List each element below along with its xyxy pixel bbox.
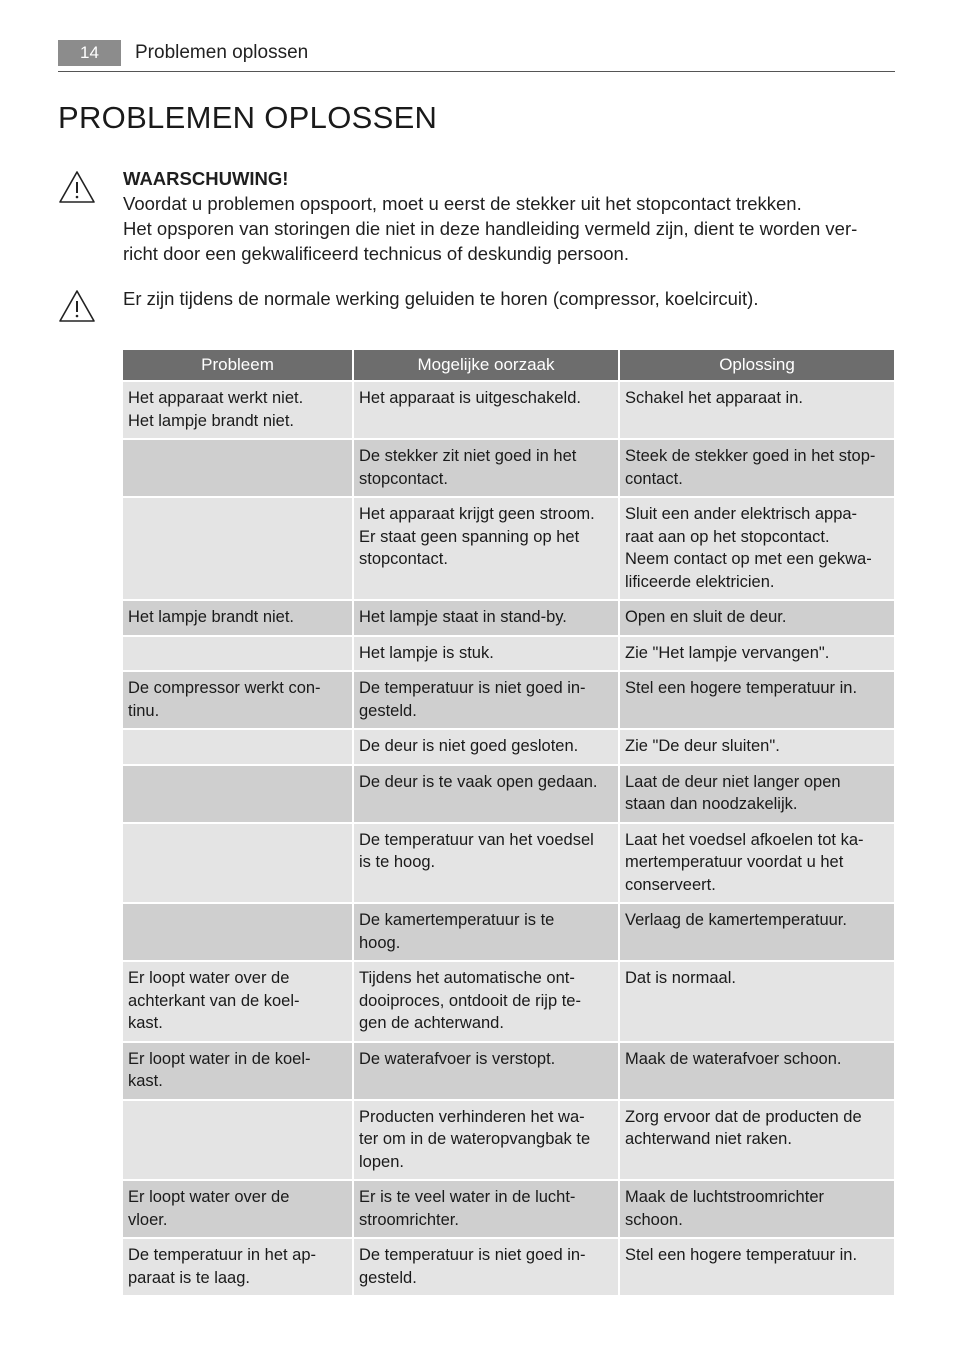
- cell-text-line: De temperatuur is niet goed in-: [359, 679, 586, 697]
- table-row: [123, 904, 894, 960]
- solution-cell: [620, 962, 894, 1041]
- cell-text-line: De deur is te vaak open gedaan.: [359, 772, 598, 791]
- cell-text-line: Schakel het apparaat in.: [625, 389, 803, 407]
- cell-text-line: Sluit een ander elektrisch appa-: [625, 505, 858, 523]
- solution-cell: [620, 824, 894, 903]
- cell-text-line: tinu.: [128, 701, 160, 720]
- cell-text-line: Er loopt water over de: [128, 969, 290, 987]
- page-number: 14: [58, 40, 121, 66]
- page-title: PROBLEMEN OPLOSSEN: [58, 100, 438, 135]
- solution-cell: [620, 730, 894, 764]
- problem-cell: [123, 730, 352, 764]
- cause-cell: [354, 637, 618, 671]
- problem-cell: [123, 672, 352, 728]
- cell-text-line: dooiproces, ontdooit de rijp te-: [359, 991, 581, 1010]
- cell-text-line: raat aan op het stopcontact.: [625, 527, 830, 546]
- cell-text-line: Zie "Het lampje vervangen".: [625, 643, 830, 662]
- table-row: [123, 637, 894, 671]
- cell-text-line: gen de achterwand.: [359, 1014, 504, 1032]
- cell-text-line: achterwand niet raken.: [625, 1130, 792, 1148]
- cause-cell: [354, 382, 618, 438]
- cause-cell: [354, 672, 618, 728]
- cell-text-line: vloer.: [128, 1210, 168, 1229]
- solution-cell: [620, 672, 894, 728]
- cell-text-line: Verlaag de kamertemperatuur.: [625, 911, 847, 929]
- warning-block: [123, 166, 893, 266]
- cell-text-line: staan dan noodzakelijk.: [625, 795, 798, 813]
- note-block: [123, 286, 893, 311]
- column-header: Probleem: [123, 350, 352, 380]
- warning-icon: [58, 170, 96, 204]
- problem-cell: [123, 637, 352, 671]
- cause-cell: [354, 1181, 618, 1237]
- troubleshooting-table: [121, 348, 896, 1297]
- cell-text-line: Er staat geen spanning op het: [359, 527, 580, 546]
- solution-cell: [620, 1239, 894, 1295]
- cell-text-line: gesteld.: [359, 701, 417, 720]
- cell-text-line: kast.: [128, 1014, 163, 1032]
- cell-text-line: is te hoog.: [359, 853, 436, 871]
- problem-cell: [123, 1239, 352, 1295]
- cell-text-line: Producten verhinderen het wa-: [359, 1107, 585, 1126]
- problem-cell: [123, 1181, 352, 1237]
- cell-text-line: Er is te veel water in de lucht-: [359, 1188, 576, 1206]
- cause-cell: [354, 601, 618, 635]
- cell-text-line: kast.: [128, 1072, 163, 1090]
- table-row: [123, 730, 894, 764]
- cell-text-line: conserveert.: [625, 875, 716, 894]
- note-text: Er zijn tijdens de normale werking geluiden te horen (compressor, koelcircuit).: [123, 288, 759, 309]
- table-row: [123, 672, 894, 728]
- cell-text-line: Er loopt water in de koel-: [128, 1049, 311, 1068]
- cell-text-line: Het apparaat werkt niet.: [128, 389, 304, 407]
- cell-text-line: De compressor werkt con-: [128, 679, 321, 697]
- cell-text-line: Maak de luchtstroomrichter: [625, 1188, 824, 1206]
- solution-cell: [620, 498, 894, 599]
- section-title: Problemen oplossen: [135, 42, 309, 63]
- table-row: [123, 382, 894, 438]
- solution-cell: [620, 766, 894, 822]
- column-header: Oplossing: [620, 350, 894, 380]
- cell-text-line: stopcontact.: [359, 550, 448, 568]
- cause-cell: [354, 730, 618, 764]
- cell-text-line: De temperatuur in het ap-: [128, 1246, 317, 1264]
- page-header: [58, 40, 895, 72]
- solution-cell: [620, 1043, 894, 1099]
- cause-cell: [354, 766, 618, 822]
- cell-text-line: lopen.: [359, 1152, 404, 1171]
- table-row: [123, 1239, 894, 1295]
- cell-text-line: Er loopt water over de: [128, 1188, 290, 1206]
- cell-text-line: achterkant van de koel-: [128, 991, 300, 1010]
- cell-text-line: De waterafvoer is verstopt.: [359, 1049, 556, 1068]
- cell-text-line: Stel een hogere temperatuur in.: [625, 679, 858, 697]
- problem-cell: [123, 766, 352, 822]
- cell-text-line: Stel een hogere temperatuur in.: [625, 1246, 858, 1264]
- problem-cell: [123, 904, 352, 960]
- problem-cell: [123, 962, 352, 1041]
- cell-text-line: Laat het voedsel afkoelen tot ka-: [625, 830, 864, 849]
- problem-cell: [123, 382, 352, 438]
- warning-text-line: Het opsporen van storingen die niet in deze handleiding vermeld zijn, dient te worden ver-: [123, 218, 858, 239]
- warning-text-line: richt door een gekwalificeerd technicus of deskundig persoon.: [123, 243, 629, 264]
- cell-text-line: ter om in de wateropvangbak te: [359, 1130, 591, 1148]
- problem-cell: [123, 824, 352, 903]
- table-row: [123, 1181, 894, 1237]
- cause-cell: [354, 962, 618, 1041]
- cell-text-line: paraat is te laag.: [128, 1268, 250, 1287]
- solution-cell: [620, 440, 894, 496]
- cell-text-line: Het apparaat krijgt geen stroom.: [359, 505, 595, 523]
- column-header: Mogelijke oorzaak: [354, 350, 618, 380]
- cell-text-line: stopcontact.: [359, 469, 448, 488]
- solution-cell: [620, 637, 894, 671]
- cell-text-line: Laat de deur niet langer open: [625, 772, 841, 791]
- cause-cell: [354, 1043, 618, 1099]
- table-row: [123, 824, 894, 903]
- table-header-row: [123, 350, 894, 380]
- solution-cell: [620, 904, 894, 960]
- table-row: [123, 1043, 894, 1099]
- cell-text-line: Het lampje brandt niet.: [128, 411, 295, 430]
- cell-text-line: De temperatuur van het voedsel: [359, 830, 594, 849]
- table-row: [123, 498, 894, 599]
- cause-cell: [354, 1239, 618, 1295]
- warning-title: WAARSCHUWING!: [123, 168, 289, 189]
- cause-cell: [354, 440, 618, 496]
- cell-text-line: mertemperatuur voordat u het: [625, 853, 844, 871]
- table-row: [123, 1101, 894, 1180]
- cell-text-line: De stekker zit niet goed in het: [359, 447, 577, 465]
- cell-text-line: Steek de stekker goed in het stop-: [625, 447, 876, 465]
- table-row: [123, 962, 894, 1041]
- cell-text-line: stroomrichter.: [359, 1210, 459, 1229]
- solution-cell: [620, 1101, 894, 1180]
- cause-cell: [354, 498, 618, 599]
- cell-text-line: Het apparaat is uitgeschakeld.: [359, 389, 581, 407]
- cause-cell: [354, 1101, 618, 1180]
- problem-cell: [123, 1101, 352, 1180]
- warning-text-line: Voordat u problemen opspoort, moet u eerst de stekker uit het stopcontact trekken.: [123, 193, 802, 214]
- cause-cell: [354, 824, 618, 903]
- cell-text-line: schoon.: [625, 1210, 683, 1229]
- cell-text-line: Tijdens het automatische ont-: [359, 969, 575, 987]
- cell-text-line: hoog.: [359, 933, 401, 952]
- table-row: [123, 601, 894, 635]
- problem-cell: [123, 1043, 352, 1099]
- problem-cell: [123, 498, 352, 599]
- cell-text-line: Het lampje staat in stand-by.: [359, 608, 567, 626]
- cell-text-line: Het lampje is stuk.: [359, 643, 494, 662]
- cell-text-line: Zorg ervoor dat de producten de: [625, 1107, 862, 1126]
- cell-text-line: De kamertemperatuur is te: [359, 911, 555, 929]
- cell-text-line: contact.: [625, 469, 683, 488]
- problem-cell: [123, 601, 352, 635]
- cell-text-line: Neem contact op met een gekwa-: [625, 550, 872, 568]
- solution-cell: [620, 1181, 894, 1237]
- cell-text-line: lificeerde elektricien.: [625, 572, 775, 591]
- cell-text-line: Dat is normaal.: [625, 969, 736, 987]
- cell-text-line: Het lampje brandt niet.: [128, 608, 295, 626]
- warning-icon: [58, 289, 96, 323]
- table-row: [123, 440, 894, 496]
- cell-text-line: De temperatuur is niet goed in-: [359, 1246, 586, 1264]
- solution-cell: [620, 382, 894, 438]
- cell-text-line: gesteld.: [359, 1268, 417, 1287]
- cell-text-line: De deur is niet goed gesloten.: [359, 737, 579, 755]
- cell-text-line: Open en sluit de deur.: [625, 608, 787, 626]
- cell-text-line: Zie "De deur sluiten".: [625, 737, 780, 755]
- table-row: [123, 766, 894, 822]
- problem-cell: [123, 440, 352, 496]
- cell-text-line: Maak de waterafvoer schoon.: [625, 1049, 842, 1068]
- solution-cell: [620, 601, 894, 635]
- cause-cell: [354, 904, 618, 960]
